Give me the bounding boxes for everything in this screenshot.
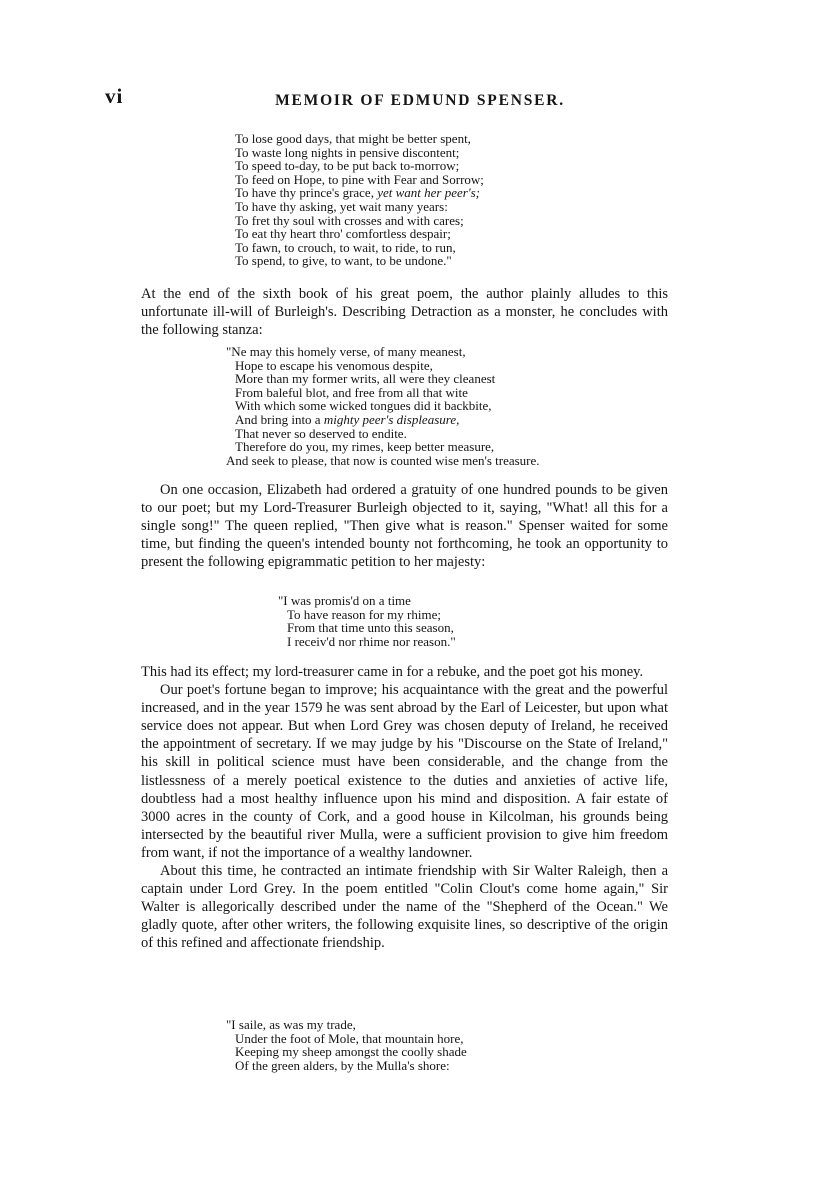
- paragraph: Our poet's fortune began to improve; his acquaintance with the great and the powerful increased, and in the year 1579 he was sent abroad by the Earl of Leicester, but upon what service does not appear. But when Lord Grey was chosen deputy of Ireland, he received the appointment of secretary. If we may judge by his "Discourse on the State of Ireland," his skill in political science must have been considerable, and the change from the listlessness of a merely poetical existence to the duties and anxieties of active life, doubtless had a most healthy influence upon his mind and disposition. A fair estate of 3000 acres in the county of Cork, and a good house in Kilcolman, his grounds being intersected by the beautiful river Mulla, were a sufficient provision to give him freedom from want, if not the importance of a wealthy landowner.: [141, 682, 668, 861]
- verse-block-1: [235, 132, 484, 268]
- page-number: vi: [105, 84, 124, 108]
- verse-line: More than my former writs, all were they cleanest: [235, 371, 496, 387]
- verse-line: To eat thy heart thro' comfortless despair;: [235, 226, 451, 242]
- verse-line: To spend, to give, to want, to be undone.": [235, 253, 452, 269]
- verse-block-2: [226, 345, 540, 467]
- verse-line: To have reason for my rhime;: [287, 606, 441, 622]
- verse-line: To waste long nights in pensive discontent;: [235, 144, 460, 160]
- paragraph: This had its effect; my lord-treasurer came in for a rebuke, and the poet got his money.: [141, 664, 644, 680]
- verse-line: To have thy prince's grace, yet want her peer's;: [235, 185, 480, 201]
- verse-line: Under the foot of Mole, that mountain hore,: [235, 1030, 464, 1046]
- verse-line: To fawn, to crouch, to wait, to ride, to run,: [235, 239, 456, 255]
- body-text-3: [141, 663, 668, 953]
- body-text-1: [141, 285, 668, 339]
- verse-line: That never so deserved to endite.: [235, 425, 407, 441]
- paragraph: About this time, he contracted an intimate friendship with Sir Walter Raleigh, then a captain under Lord Grey. In the poem entitled "Colin Clout's come home again," Sir Walter is allegorically described under the name of the "Shepherd of the Ocean." We gladly quote, after other writers, the following exquisite lines, so descriptive of the origin of this refined and affectionate friendship.: [141, 863, 668, 952]
- verse-line: Therefore do you, my rimes, keep better measure,: [235, 439, 495, 455]
- verse-line: "I saile, as was my trade,: [226, 1017, 356, 1032]
- verse-line: To lose good days, that might be better spent,: [235, 131, 471, 146]
- verse-line: I receiv'd nor rhime nor reason.": [287, 633, 456, 649]
- verse-line: To speed to-day, to be put back to-morrow;: [235, 158, 460, 174]
- verse-line: With which some wicked tongues did it backbite,: [235, 398, 492, 414]
- verse-line: "I was promis'd on a time: [278, 593, 411, 608]
- verse-block-3: [278, 594, 456, 648]
- running-title: MEMOIR OF EDMUND SPENSER.: [275, 92, 565, 109]
- paragraph: At the end of the sixth book of his great poem, the author plainly alludes to this unfortunate ill-will of Burleigh's. Describing Detraction as a monster, he concludes with the following stanza:: [141, 286, 668, 339]
- verse-line: To have thy asking, yet wait many years:: [235, 198, 448, 214]
- paragraph: On one occasion, Elizabeth had ordered a gratuity of one hundred pounds to be given to our poet; but my Lord-Treasurer Burleigh objected to it, saying, "What! all this for a single song!" The queen replied, "Then give what is reason." Spenser waited for some time, but finding the queen's intended bounty not forthcoming, he took an opportunity to present the following epigrammatic petition to her majesty:: [141, 482, 668, 571]
- body-text-2: [141, 481, 668, 571]
- verse-line: And seek to please, that now is counted wise men's treasure.: [226, 452, 540, 468]
- verse-line: Of the green alders, by the Mulla's shore:: [235, 1057, 450, 1073]
- verse-line: Hope to escape his venomous despite,: [235, 357, 433, 373]
- verse-line: From that time unto this season,: [287, 620, 454, 636]
- verse-block-4: [226, 1018, 467, 1072]
- verse-line: And bring into a mighty peer's displeasure,: [235, 411, 460, 427]
- verse-line: Keeping my sheep amongst the coolly shade: [235, 1044, 467, 1060]
- verse-line: From baleful blot, and free from all that wite: [235, 384, 468, 400]
- verse-line: To fret thy soul with crosses and with cares;: [235, 212, 464, 228]
- verse-line: To feed on Hope, to pine with Fear and Sorrow;: [235, 171, 484, 187]
- verse-line: "Ne may this homely verse, of many meanest,: [226, 344, 466, 359]
